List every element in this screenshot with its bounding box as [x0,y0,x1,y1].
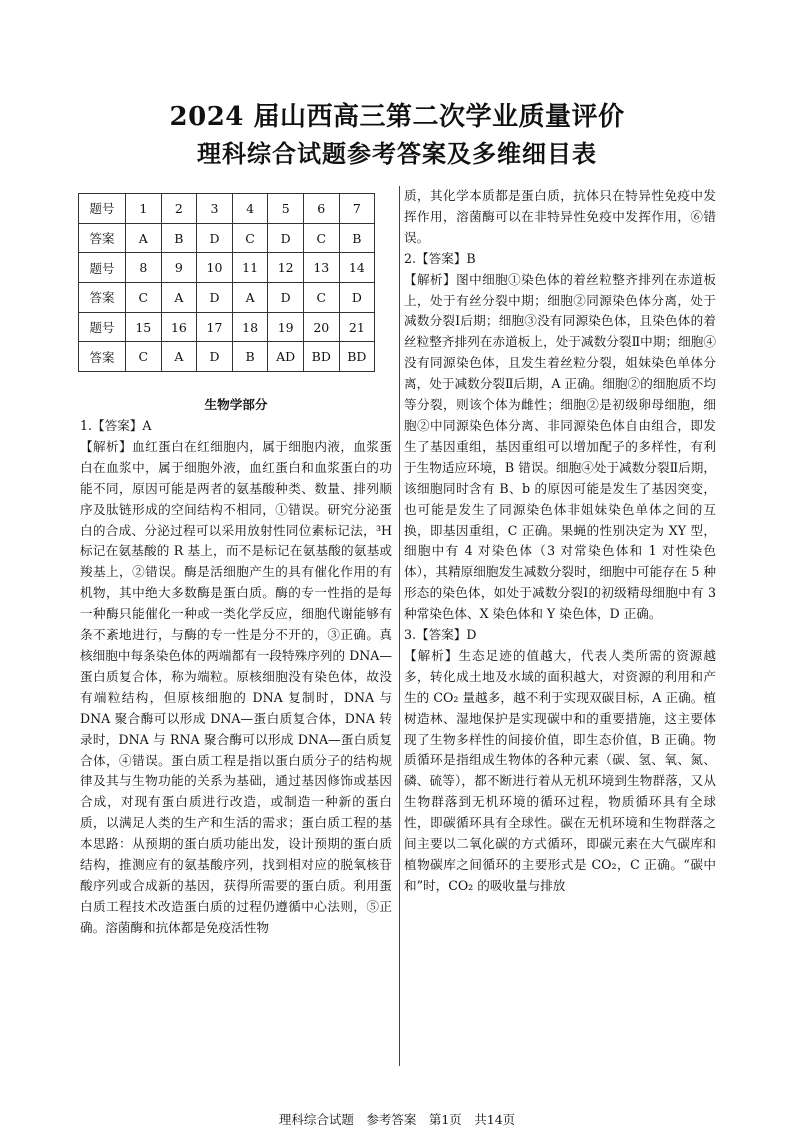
table-cell: C [303,283,339,313]
table-cell: 16 [161,312,197,342]
table-cell: AD [268,342,304,372]
table-cell: 15 [126,312,162,342]
table-cell: 12 [268,253,304,283]
section-heading: 生物学部分 [204,397,268,412]
table-row [79,312,375,342]
table-cell: D [268,223,304,253]
table-cell: BD [339,342,375,372]
table-cell: A [161,342,197,372]
right-column [404,186,716,897]
table-cell: D [339,283,375,313]
table-row-header: 题号 [79,253,126,283]
table-cell: C [303,223,339,253]
table-cell: D [268,283,304,313]
table-cell: 3 [197,194,233,224]
table-cell: A [161,283,197,313]
table-cell: 11 [232,253,268,283]
table-cell: C [126,342,162,372]
table-row [79,223,375,253]
table-cell: 2 [161,194,197,224]
table-cell: B [161,223,197,253]
table-row-header: 答案 [79,342,126,372]
column-divider [399,186,400,1066]
table-cell: 1 [126,194,162,224]
table-cell: 19 [268,312,304,342]
table-cell: BD [303,342,339,372]
table-cell: 4 [232,194,268,224]
table-cell: B [232,342,268,372]
answer-1-label: 1.【答案】A [80,418,152,433]
table-cell: 18 [232,312,268,342]
left-column [80,416,392,939]
table-row [79,253,375,283]
answer-1-explanation: 【解析】血红蛋白在红细胞内，属于细胞内液，血浆蛋白在血浆中，属于细胞外液，血红蛋白和血浆蛋白的功能不同，原因可能是两者的氨基酸种类、数量、排列顺序及肽链形成的空间结构不相同，①错误。研究分泌蛋白的合成、分泌过程可以采用放射性同位素标记法，³H 标记在氨基酸的 R 基上，而不是标记在氨基酸的氨基或羧基上，②错误。酶是活细胞产生的具有催化作用的有机物，其中绝大多数酶是蛋白质。酶的专一性指的是每一种酶只能催化一种或一类化学反应，细胞代谢能够有条不紊地进行，与酶的专一性是分不开的，③正确。真核细胞中每条染色体的两端都有一段特殊序列的 DNA—蛋白质复合体，称为端粒。原核细胞没有染色体，故没有端粒结构，但原核细胞的 DNA 复制时，DNA 与 DNA 聚合酶可以形成 DNA—蛋白质复合体，DNA 转录时，DNA 与 RNA 聚合酶可以形成 DNA—蛋白质复合体，④错误。蛋白质工程是指以蛋白质分子的结构规律及其与生物功能的关系为基础，通过基因修饰或基因合成，对现有蛋白质进行改造，或制造一种新的蛋白质，以满足人类的生产和生活的需求；蛋白质工程的基本思路：从预期的蛋白质功能出发，设计预期的蛋白质结构，推测应有的氨基酸序列，找到相对应的脱氧核苷酸序列或合成新的基因，获得所需要的蛋白质。利用蛋白质工程技术改造蛋白质的过程仍遵循中心法则，⑤正确。溶菌酶和抗体都是免疫活性物 [80,438,392,935]
table-row-header: 题号 [79,312,126,342]
table-row [79,342,375,372]
table-row [79,283,375,313]
table-cell: D [197,223,233,253]
answer-1-explanation-cont: 质，其化学本质都是蛋白质，抗体只在特异性免疫中发挥作用，溶菌酶可以在非特异性免疫中发挥作用，⑥错误。 [404,188,716,245]
table-row-header: 答案 [79,223,126,253]
answer-3-label: 3.【答案】D [404,627,477,643]
table-cell: 9 [161,253,197,283]
table-cell: 20 [303,312,339,342]
table-cell: C [232,223,268,253]
page-title: 2024 届山西高三第二次学业质量评价 [169,102,625,132]
table-cell: 10 [197,253,233,283]
table-cell: C [126,283,162,313]
table-cell: 21 [339,312,375,342]
table-cell: 17 [197,312,233,342]
table-cell: 8 [126,253,162,283]
table-cell: 7 [339,194,375,224]
table-cell: 13 [303,253,339,283]
answer-table [78,193,375,372]
table-cell: 14 [339,253,375,283]
answer-2-label: 2.【答案】B [404,250,476,266]
table-row-header: 答案 [79,283,126,313]
table-cell: B [339,223,375,253]
page-footer: 理科综合试题 参考答案 第1页 共14页 [278,1112,516,1127]
table-row [79,194,375,224]
answer-2-explanation: 【解析】图中细胞①染色体的着丝粒整齐排列在赤道板上，处于有丝分裂中期；细胞②同源染色体分离，处于减数分裂Ⅰ后期；细胞③没有同源染色体，且染色体的着丝粒整齐排列在赤道板上，处于减数分裂Ⅱ中期；细胞④没有同源染色体，且发生着丝粒分裂，姐妹染色单体分离，处于减数分裂Ⅱ后期，A 正确。细胞②的细胞质不均等分裂，则该个体为雌性；细胞②是初级卵母细胞，细胞②中同源染色体分离、非同源染色体自由组合，即发生了基因重组，基因重组可以增加配子的多样性，有利于生物适应环境，B 错误。细胞④处于减数分裂Ⅱ后期，该细胞同时含有 B、b 的原因可能是发生了基因突变，也可能是发生了同源染色体非姐妹染色单体之间的互换，即基因重组，C 正确。果蝇的性别决定为 XY 型，细胞中有 4 对染色体（3 对常染色体和 1 对性染色体），其精原细胞发生减数分裂时，细胞中可能存在 5 种形态的染色体，如处于减数分裂Ⅰ的初级精母细胞中有 3 种常染色体、X 染色体和 Y 染色体，D 正确。 [404,271,716,622]
table-cell: A [126,223,162,253]
table-cell: 5 [268,194,304,224]
table-row-header: 题号 [79,194,126,224]
answer-3-explanation: 【解析】生态足迹的值越大，代表人类所需的资源越多，转化成土地及水域的面积越大，对资源的利用和产生的 CO₂ 量越多，越不利于实现双碳目标，A 正确。植树造林、湿地保护是实现碳中和的重要措施，这主要体现了生物多样性的间接价值，即生态价值，B 正确。物质循环是指组成生物体的各种元素（碳、氢、氧、氮、磷、硫等），都不断进行着从无机环境到生物群落，又从生物群落到无机环境的循环过程，物质循环具有全球性，即碳循环具有全球性。碳在无机环境和生物群落之间主要以二氧化碳的方式循环，即碳元素在大气碳库和植物碳库之间循环的主要形式是 CO₂，C 正确。“碳中和”时，CO₂ 的吸收量与排放 [404,647,716,893]
table-cell: D [197,342,233,372]
table-cell: 6 [303,194,339,224]
table-cell: D [197,283,233,313]
table-cell: A [232,283,268,313]
page-subtitle: 理科综合试题参考答案及多维细目表 [197,139,597,168]
